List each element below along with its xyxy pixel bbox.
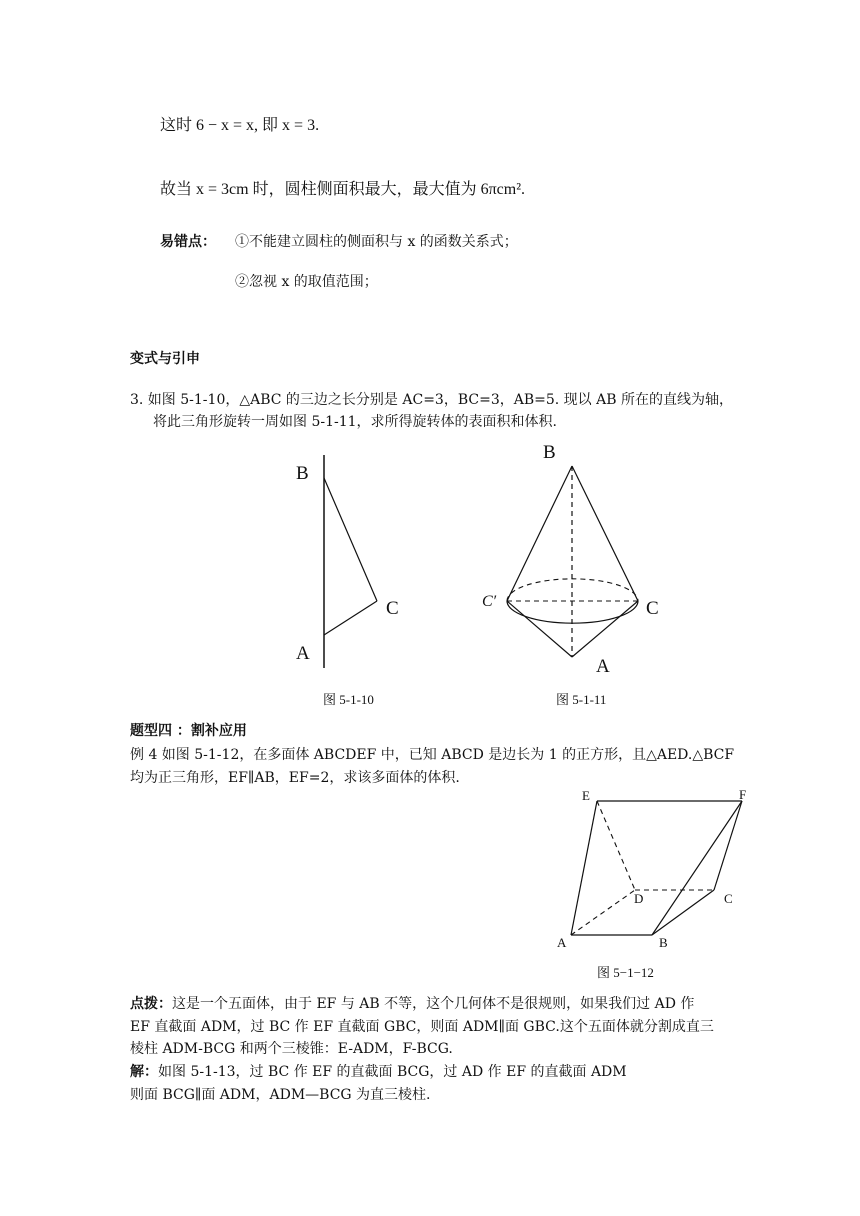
hint-line-3: 棱柱 ADM-BCG 和两个三棱锥：E-ADM，F-BCG. <box>130 1041 453 1057</box>
conclusion-line: 故当 x = 3cm 时，圆柱侧面积最大，最大值为 6πcm². <box>160 181 525 198</box>
section-heading-type-4: 题型四 ：割补应用 <box>130 723 247 739</box>
figure-5-1-10 <box>296 455 399 668</box>
solution-text-1: 如图 5-1-13，过 BC 作 EF 的直截面 BCG，过 AD 作 EF 的直截面 ADM <box>158 1064 627 1080</box>
hint-text-1: 这是一个五面体，由于 EF 与 AB 不等，这个几何体不是很规则，如果我们过 AD 作 <box>172 996 695 1012</box>
error-points-heading: 易错点： <box>160 234 216 250</box>
edge-ed <box>597 801 635 890</box>
label-f: F <box>739 787 747 802</box>
hint-line-1 <box>130 994 694 1014</box>
equation-line-1: 这时 6 − x = x, 即 x = 3. <box>160 117 320 134</box>
solution-line-1 <box>130 1062 627 1082</box>
label-c: C <box>386 598 399 619</box>
problem-3-line-2: 将此三角形旋转一周如图 5-1-11，求所得旋转体的表面积和体积. <box>153 414 557 430</box>
edge-ad <box>571 890 635 935</box>
figure-5-1-11 <box>482 442 659 677</box>
problem-3-line-1: 3. 如图 5-1-10，△ABC 的三边之长分别是 AC=3，BC=3，AB=5. 现以 AB 所在的直线为轴， <box>130 392 733 408</box>
example-4-line-1: 例 4 如图 5-1-12，在多面体 ABCDEF 中，已知 ABCD 是边长为 1 的正方形，且△AED.△BCF <box>130 747 735 763</box>
lower-cone-right <box>572 601 638 657</box>
edge-fb <box>652 801 742 935</box>
section-heading-variations: 变式与引申 <box>130 351 200 367</box>
label-a: A <box>596 656 610 677</box>
segment-bc <box>324 478 377 601</box>
label-d: D <box>634 891 644 906</box>
edge-bc <box>652 890 714 935</box>
label-c: C <box>646 598 659 619</box>
cone-right-edge <box>572 466 638 601</box>
label-b: B <box>543 442 556 463</box>
label-a: A <box>296 643 310 664</box>
solution-line-2: 则面 BCG∥面 ADM，ADM—BCG 为直三棱柱. <box>130 1087 431 1103</box>
caption-fig-5-1-11: 图 5-1-11 <box>556 692 607 707</box>
caption-fig-5-1-10: 图 5-1-10 <box>323 692 374 707</box>
segment-ca <box>324 601 377 635</box>
label-b: B <box>659 935 668 950</box>
hint-heading: 点拨： <box>130 996 172 1012</box>
hint-line-2: EF 直截面 ADM，过 BC 作 EF 直截面 GBC，则面 ADM∥面 GBC.这个五面体就分割成直三 <box>130 1019 714 1035</box>
label-c: C <box>724 891 733 906</box>
label-a: A <box>557 935 567 950</box>
example-4-line-2: 均为正三角形，EF∥AB，EF=2，求该多面体的体积. <box>130 770 460 786</box>
label-b: B <box>296 463 309 484</box>
edge-ea <box>571 801 597 935</box>
error-point-1: ①不能建立圆柱的侧面积与 x 的函数关系式； <box>235 234 518 250</box>
lower-cone-left <box>507 601 572 657</box>
error-point-2: ②忽视 x 的取值范围； <box>235 274 378 290</box>
edge-fc <box>714 801 742 890</box>
solution-heading: 解： <box>130 1064 158 1080</box>
label-c-prime: C′ <box>482 593 497 610</box>
ellipse-back <box>507 579 638 601</box>
label-e: E <box>582 788 590 803</box>
figure-5-1-12 <box>557 787 746 950</box>
cone-left-edge <box>507 466 572 601</box>
caption-fig-5-1-12: 图 5−1−12 <box>597 965 654 980</box>
